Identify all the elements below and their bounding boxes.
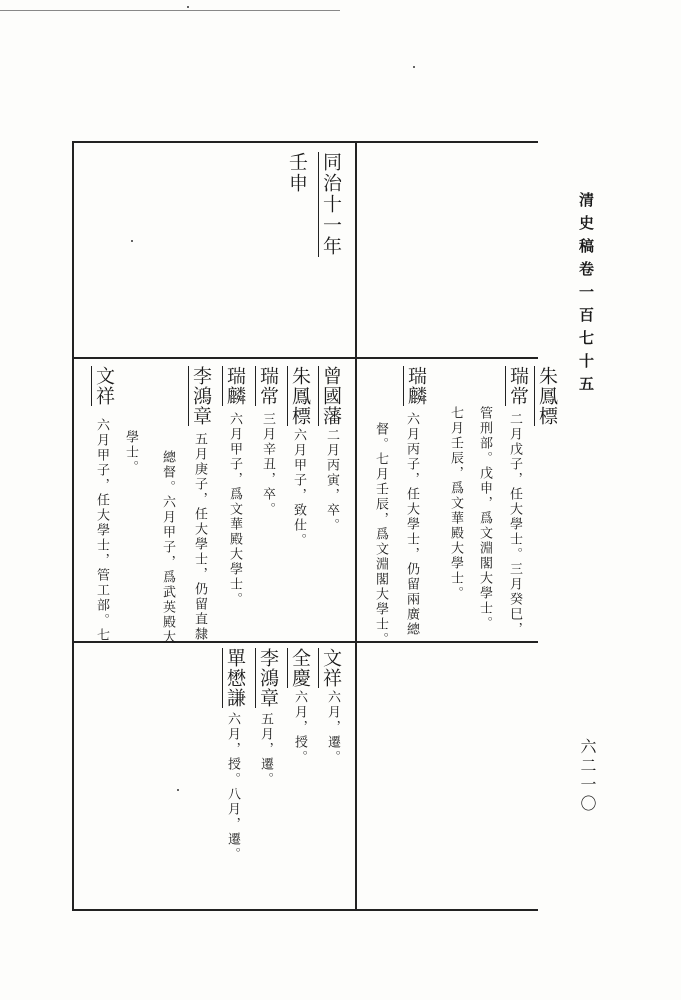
left-entry-2: 六月甲子，致仕。 <box>291 428 306 548</box>
left-entry-4: 六月甲子，爲文華殿大學士。 <box>227 412 242 607</box>
lower-entry-1: 六月，遷。 <box>325 690 340 765</box>
year-ganzhi: 壬申 <box>286 152 308 194</box>
table-row-rule-2 <box>72 641 538 643</box>
left-entry-1: 二月丙寅，卒。 <box>324 428 339 533</box>
scan-speck <box>413 66 415 68</box>
right-name-2: 瑞常 <box>507 366 529 406</box>
year-era: 同治十一年 <box>320 152 342 257</box>
left-name-4: 瑞麟 <box>224 366 246 406</box>
lower-name-3: 李鴻章 <box>257 648 279 708</box>
scan-speck <box>131 240 133 242</box>
left-entry-5a: 五月庚子，任大學士，仍留直隸 <box>192 432 207 642</box>
right-entry-2c: 七月壬辰，爲文華殿大學士。 <box>448 406 463 601</box>
lower-name-4: 單懋謙 <box>224 648 246 708</box>
table-top-rule <box>72 141 538 143</box>
lower-entry-3: 五月，遷。 <box>258 712 273 787</box>
lower-entry-4: 六月，授。八月，遷。 <box>225 712 240 862</box>
table-row-rule-1 <box>72 357 538 359</box>
top-scan-line <box>0 10 340 11</box>
left-entry-6: 六月甲子，任大學士，管工部。七 <box>94 418 109 643</box>
lower-name-1: 文祥 <box>320 648 342 688</box>
table-center-rule <box>355 141 357 911</box>
left-name-1: 曾國藩 <box>320 366 342 426</box>
left-name-5: 李鴻章 <box>190 366 212 426</box>
right-entry-2b: 管刑部。戊申，爲文淵閣大學士。 <box>477 406 492 631</box>
left-entry-5b: 總督。六月甲子，爲武英殿大 <box>160 450 175 645</box>
scan-speck <box>187 6 189 8</box>
right-entry-3a: 六月丙子，任大學士，仍留兩廣總 <box>404 412 419 637</box>
left-name-6: 文祥 <box>93 366 115 406</box>
table-bottom-rule <box>72 909 538 911</box>
lower-entry-2: 六月，授。 <box>292 690 307 765</box>
right-entry-2a: 二月戊子，任大學士。三月癸巳， <box>507 412 522 637</box>
right-name-1: 朱鳳標 <box>536 366 558 426</box>
left-name-2: 朱鳳標 <box>289 366 311 426</box>
right-name-3: 瑞麟 <box>405 366 427 406</box>
page-number: 六二一〇 <box>578 738 597 814</box>
left-entry-5c: 學士。 <box>123 430 138 475</box>
left-entry-3: 三月辛丑，卒。 <box>260 412 275 517</box>
left-name-3: 瑞常 <box>257 366 279 406</box>
lower-name-2: 全慶 <box>289 648 311 688</box>
right-entry-3b: 督。七月壬辰，爲文淵閣大學士。 <box>373 422 388 647</box>
scan-speck <box>177 789 179 791</box>
table-left-rule <box>72 141 74 911</box>
book-title: 清史稿卷一百七十五 <box>577 192 595 399</box>
